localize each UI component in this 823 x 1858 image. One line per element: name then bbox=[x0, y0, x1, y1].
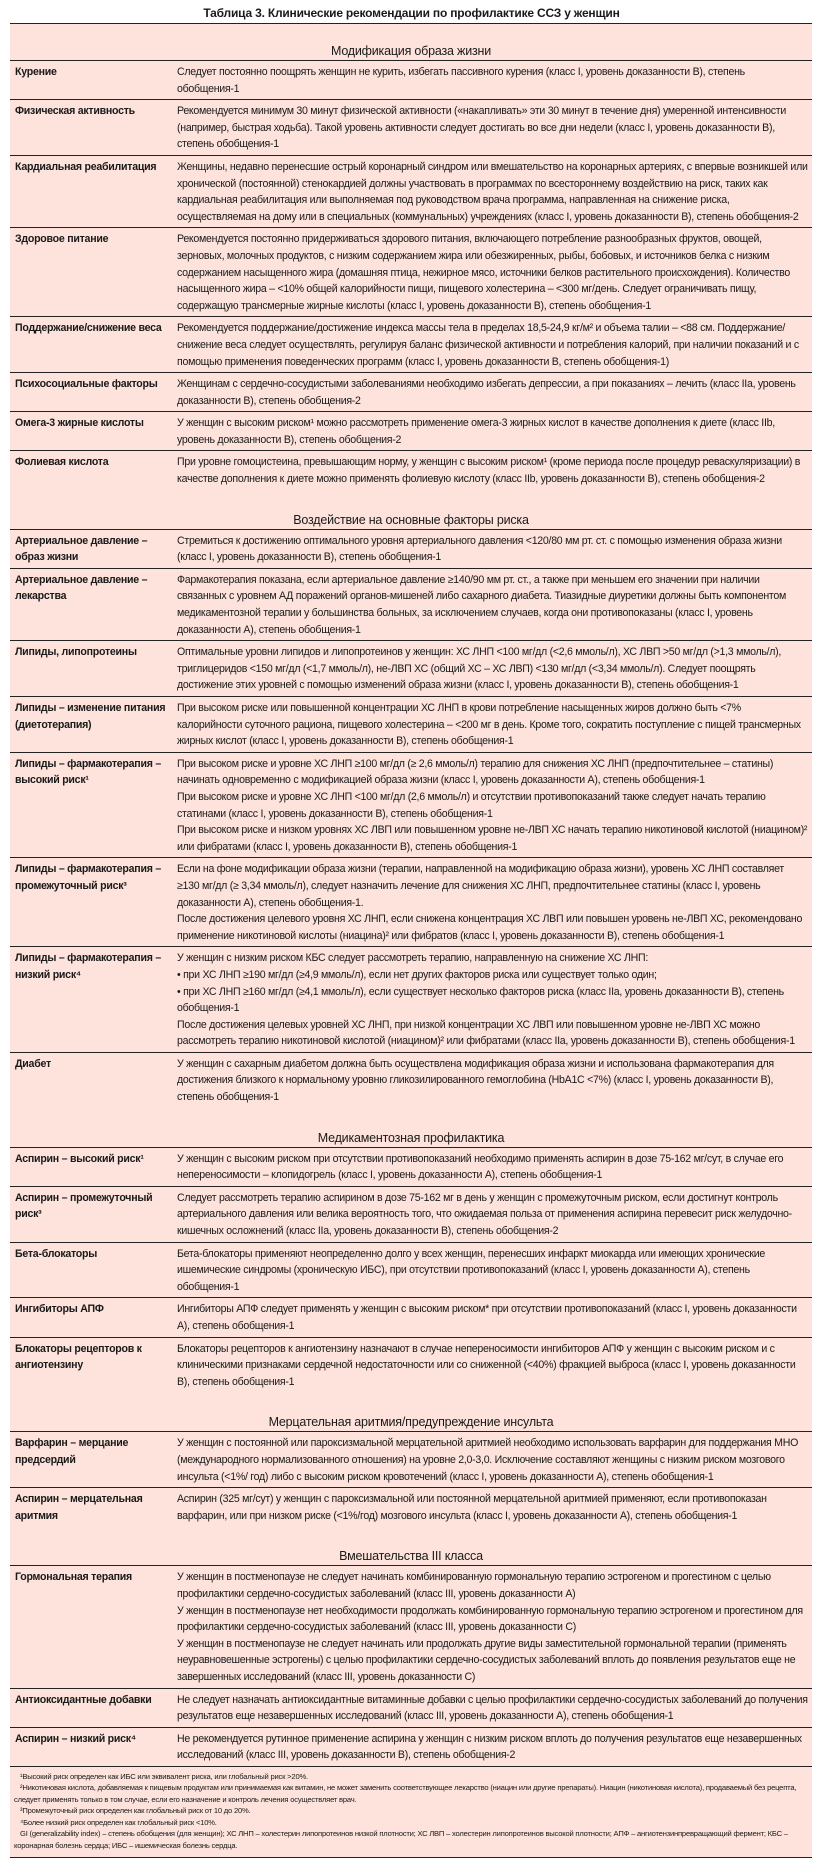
row-label: Липиды – фармакотерапия – низкий риск⁴ bbox=[15, 952, 161, 981]
table-row bbox=[10, 1148, 812, 1187]
recommendation-paragraph: У женщин с высоким риском¹ можно рассмотреть применение омега-3 жирных кислот в качестве дополнения к диете (класс IIb, уровень доказанности В), степень обобщения-2 bbox=[177, 417, 775, 446]
row-recommendation bbox=[177, 1341, 812, 1391]
row-recommendation bbox=[177, 320, 812, 370]
row-recommendation bbox=[177, 1435, 812, 1485]
table-row bbox=[10, 1689, 812, 1728]
row-recommendation bbox=[177, 950, 812, 1050]
recommendation-paragraph: Оптимальные уровни липидов и липопротеинов у женщин: ХС ЛНП <100 мг/дл (<2,6 ммоль/л), ХС ЛВП >50 мг/дл (>1,3 ммоль/л), триглицеридов <150 мг/дл (<1,7 ммоль/л), не-ЛВП ХС (общий ХС – ХС ЛВП) <130 мг/дл (<3,34 ммоль/л). Следует поощрять достижение этих уровней с помощью изменений образа жизни (класс I, уровень доказанности В), степень обобщения-1 bbox=[177, 646, 782, 692]
recommendation-paragraph: Рекомендуется поддержание/достижение индекса массы тела в пределах 18,5-24,9 кг/м² и объема талии – <88 см. Поддержание/снижение веса следует осуществлять, регулируя баланс физической активности и потребления калорий, при наличии показаний и с помощью применения поведенческих программ (класс I, уровень доказанности В, степень обобщения-1) bbox=[177, 322, 799, 368]
row-label: Физическая активность bbox=[15, 105, 135, 118]
row-label: Липиды – фармакотерапия – высокий риск¹ bbox=[15, 757, 161, 787]
recommendation-paragraph: После достижения целевого уровня ХС ЛНП, если снижена концентрация ХС ЛВП или повышен уровень не-ЛВП ХС, рекомендовано применение никотиновой кислоты (ниацина)² или фибратов (класс I, уровень доказанности В), степень обобщения-1 bbox=[177, 913, 803, 942]
row-recommendation bbox=[177, 756, 812, 856]
row-recommendation bbox=[177, 415, 812, 448]
recommendation-paragraph: Если на фоне модификации образа жизни (терапии, направленной на модификацию образа жизни), уровень ХС ЛНП составляет ≥130 мг/дл (≥ 3,34 ммоль/л), следует назначить лечение для снижения ХС ЛНП, предпочтительнее статины (класс I, уровень доказанности А), степень обобщения-1. bbox=[177, 863, 784, 909]
table-row bbox=[10, 641, 812, 697]
row-recommendation bbox=[177, 1301, 812, 1334]
recommendation-paragraph: У женщин в постменопаузе нет необходимости продолжать комбинированную гормональную терапию эстрогеном и прогестином для профилактики сердечно-сосудистых заболеваний (класс III, уровень доказанности С) bbox=[177, 1604, 803, 1634]
recommendation-paragraph: Бета-блокаторы применяют неопределенно долго у всех женщин, перенесших инфаркт миокарда или имеющих хронические ишемические синдромы (хроническую ИБС), при отсутствии противопоказаний (класс I, уровень доказанности А), степень обобщения-1 bbox=[177, 1247, 765, 1293]
row-label: Гормональная терапия bbox=[15, 1571, 132, 1584]
recommendation-paragraph: Следует рассмотреть терапию аспирином в дозе 75-162 мг в день у женщин с промежуточным риском, если достигнут контроль артериального давления или велика вероятность того, что ожидаемая польза от применения аспирина перевесит риск желудочно-кишечных осложнений (класс IIa, уровень доказанности В), степень обобщения-2 bbox=[177, 1191, 792, 1238]
table-row bbox=[10, 1053, 812, 1108]
recommendation-paragraph: • при ХС ЛНП ≥160 мг/дл (≥4,1 ммоль/л), если существует несколько факторов риска (класс IIa, уровень доказанности В), степень обобщения-1 bbox=[177, 985, 784, 1015]
row-label: Блокаторы рецепторов к ангиотензину bbox=[15, 1342, 142, 1372]
table-row bbox=[10, 1566, 812, 1688]
recommendation-paragraph: У женщин с сахарным диабетом должна быть осуществлена модификация образа жизни и использована фармакотерапия для достижения близкого к нормальному уровню гликозилированного гемоглобина (HbA1C <7%) (класс I, уровень доказанности В), степень обобщения-1 bbox=[177, 1057, 774, 1104]
recommendations-table bbox=[10, 23, 812, 1858]
row-label: Аспирин – высокий риск¹ bbox=[15, 1152, 144, 1165]
recommendation-paragraph: Рекомендуется постоянно придерживаться здорового питания, включающего потребление разнообразных фруктов, овощей, зерновых, молочных продуктов, с низким содержанием жира или обезжиренных, рыбы, бобовых, и источников белка с низким содержанием насыщенного жира (домашняя птица, нежирное мясо, источники белков растительного происхождения). Количество насыщенного жира – <10% общей калорийности пищи, пищевого холестерина – <300 мг/день. Следует ограничивать пищу, содержащую трансмерные жирные кислоты (класс I, уровень доказанности В), степень обобщения-1 bbox=[177, 233, 790, 312]
row-recommendation bbox=[177, 644, 812, 694]
section-heading-text: Модификация образа жизни bbox=[330, 44, 492, 58]
table-row bbox=[10, 100, 812, 156]
section-heading-text: Воздействие на основные факторы риска bbox=[293, 512, 529, 527]
recommendation-paragraph: При уровне гомоцистеина, превышающим норму, у женщин с высоким риском¹ (кроме периода после процедур реваскуляризации) в качестве дополнения к диете можно применять фолиевую кислоту (класс IIb, уровень доказанности В), степень обобщения-2 bbox=[177, 456, 801, 486]
table-row bbox=[10, 1298, 812, 1337]
section-heading-text: Медикаментозная профилактика bbox=[317, 1130, 505, 1145]
recommendation-paragraph: Блокаторы рецепторов к ангиотензину назначают в случае непереносимости ингибиторов АПФ у женщин с высоким риском и с клиническими признаками сердечной недостаточности или со сниженной (<40%) фракцией выброса (класс I, уровень доказанности В), степень обобщения-1 bbox=[177, 1342, 796, 1388]
footnote: ³Промежуточный риск определен как глобальный риск от 10 до 20%. bbox=[20, 1806, 251, 1816]
row-recommendation bbox=[177, 454, 812, 487]
section-heading-text: Мерцательная аритмия/предупреждение инсульта bbox=[268, 1415, 554, 1430]
section-heading bbox=[10, 1392, 812, 1432]
row-recommendation bbox=[177, 1151, 812, 1184]
row-label: Диабет bbox=[15, 1057, 51, 1070]
row-label: Варфарин – мерцание предсердий bbox=[15, 1437, 129, 1466]
table-title: Таблица 3. Клинические рекомендации по профилактике ССЗ у женщин bbox=[203, 6, 620, 20]
recommendation-paragraph: Рекомендуется минимум 30 минут физической активности («накапливать» эти 30 минут в течение дня) умеренной интенсивности (например, быстрая ходьба). Такой уровень активности следует достигать во все дни недели (класс I, уровень доказанности В), степень обобщения-1 bbox=[177, 105, 786, 151]
table-row bbox=[10, 1243, 812, 1299]
row-label: Курение bbox=[15, 66, 57, 78]
row-label: Антиоксидантные добавки bbox=[15, 1693, 152, 1706]
row-recommendation bbox=[177, 1056, 812, 1106]
recommendation-paragraph: Женщинам с сердечно-сосудистыми заболеваниями необходимо избегать депрессии, а при показаниях – лечить (класс IIa, уровень доказанности В), степень обобщения-2 bbox=[177, 378, 796, 407]
row-label: Фолиевая кислота bbox=[15, 456, 109, 469]
row-recommendation bbox=[177, 1569, 812, 1685]
section-heading bbox=[10, 1526, 812, 1566]
table-row bbox=[10, 1187, 812, 1243]
row-label: Поддержание/снижение веса bbox=[15, 322, 162, 335]
section-heading bbox=[10, 24, 812, 61]
row-label: Артериальное давление – образ жизни bbox=[15, 534, 148, 564]
footnote: ⁴Более низкий риск определен как глобальный риск <10%. bbox=[20, 1817, 217, 1827]
recommendation-paragraph: При высоком риске и уровне ХС ЛНП <100 мг/дл (2,6 ммоль/л) и отсутствии противопоказаний также следует начать терапию статинами (класс I, уровень доказанности В), степень обобщения-1 bbox=[177, 790, 766, 820]
row-recommendation bbox=[177, 376, 812, 409]
table-row bbox=[10, 1432, 812, 1488]
table-row bbox=[10, 373, 812, 412]
recommendation-paragraph: У женщин с постоянной или пароксизмальной мерцательной аритмией необходимо использовать варфарин для поддержания МНО (международного нормализованного отношения) на уровне 2,0-3,0. Исключение составляют женщины с низким риском мозгового инсульта (<1%/ год) либо с высоким риском кровотечений (класс I, уровень доказанности А), степень обобщения-1 bbox=[177, 1437, 799, 1483]
table-row bbox=[10, 858, 812, 947]
recommendation-paragraph: У женщин с низким риском КБС следует рассмотреть терапию, направленную на снижение ХС ЛНП: bbox=[177, 952, 648, 965]
row-label: Липиды – изменение питания (диетотерапия) bbox=[15, 702, 166, 731]
table-row bbox=[10, 753, 812, 859]
recommendation-paragraph: При высоком риске или повышенной концентрации ХС ЛНП в крови потребление насыщенных жиров должно быть <7% калорийности суточного рациона, пищевого холестерина – <200 мг в день. Кроме того, сократить поступление с пищей трансмерных жирных кислот (класс I, уровень доказанности В), степень обобщения-1 bbox=[177, 702, 801, 748]
row-label: Омега-3 жирные кислоты bbox=[15, 417, 144, 430]
footnotes bbox=[10, 1766, 812, 1858]
recommendation-paragraph: Не следует назначать антиоксидантные витаминные добавки с целью профилактики сердечно-сосудистых заболеваний до получения результатов еще незавершенных исследований (класс III, уровень доказанности А), степень обобщения-1 bbox=[177, 1693, 808, 1723]
row-recommendation bbox=[177, 159, 812, 225]
recommendation-paragraph: • при ХС ЛНП ≥190 мг/дл (≥4,9 ммоль/л), если нет других факторов риска или существует только один; bbox=[177, 968, 657, 981]
row-label: Ингибиторы АПФ bbox=[15, 1303, 104, 1316]
row-label: Липиды – фармакотерапия – промежуточный риск³ bbox=[15, 863, 161, 892]
recommendation-paragraph: Фармакотерапия показана, если артериальное давление ≥140/90 мм рт. ст., а также при меньшем его значении при наличии связанных с уровнем АД поражений органов-мишеней либо сахарного диабета. Тиазидные диуретики должны быть компонентом медикаментозной терапии у большинства больных, за исключением случаев, когда они противопоказаны (класс I, уровень доказанности А), степень обобщения-1 bbox=[177, 573, 786, 636]
footnote: GI (generalizability index) – степень обобщения (для женщин); ХС ЛНП – холестерин липопротеинов низкой плотности; ХС ЛВП – холестерин липопротеинов высокой плотности; АПФ – ангиотензинпревращающий фермент; КБС – коронарная болезнь сердца; ИБС – ишемическая болезнь сердца. bbox=[14, 1829, 788, 1850]
table-row bbox=[10, 1728, 812, 1766]
table-row bbox=[10, 1488, 812, 1526]
row-recommendation bbox=[177, 1190, 812, 1240]
recommendation-paragraph: Следует постоянно поощрять женщин не курить, избегать пассивного курения (класс I, уровень доказанности В), степень обобщения-1 bbox=[177, 66, 745, 95]
row-recommendation bbox=[177, 700, 812, 750]
row-label: Психосоциальные факторы bbox=[15, 378, 158, 391]
footnote: ²Никотиновая кислота, добавляемая к пищевым продуктам или принимаемая как витамин, не может заменить соответствующее лекарство (ниацин или другие препараты). Ниацин (никотиновая кислота), продаваемый без рецепта, следует применять только в том случае, если его назначение и контроль лечения осуществляет врач. bbox=[14, 1783, 797, 1804]
recommendation-paragraph: Ингибиторы АПФ следует применять у женщин с высоким риском* при отсутствии противопоказаний (класс I, уровень доказанности А), степень обобщения-1 bbox=[177, 1303, 797, 1332]
row-recommendation bbox=[177, 533, 812, 566]
recommendation-paragraph: При высоком риске и уровне ХС ЛНП ≥100 мг/дл (≥ 2,6 ммоль/л) терапию для снижения ХС ЛНП (предпочтительнее – статины) начинать одновременно с модификацией образа жизни (класс I, уровень доказанности А), степень обобщения-1 bbox=[177, 757, 774, 787]
table-row bbox=[10, 1338, 812, 1393]
footnote: ¹Высокий риск определен как ИБС или эквивалент риска, или глобальный риск >20%. bbox=[20, 1771, 308, 1781]
section-heading-text: Вмешательства III класса bbox=[339, 1549, 483, 1564]
section-heading bbox=[10, 490, 812, 530]
row-recommendation bbox=[177, 1246, 812, 1296]
row-label: Аспирин – мерцательная аритмия bbox=[15, 1493, 143, 1522]
row-recommendation bbox=[177, 64, 812, 97]
row-recommendation bbox=[177, 572, 812, 638]
recommendation-paragraph: У женщин в постменопаузе не следует начинать или продолжать другие виды заместительной гормональной терапии (применять неуравновешенные эстрогены) с целью профилактики сердечно-сосудистых заболеваний вплоть до появления результатов еще не завершенных исследований (класс III, уровень доказанности С) bbox=[177, 1637, 796, 1683]
table-row bbox=[10, 947, 812, 1053]
table-row bbox=[10, 451, 812, 489]
recommendation-paragraph: Женщины, недавно перенесшие острый коронарный синдром или вмешательство на коронарных артериях, с впервые возникшей или хронической (постоянной) стенокардией должны участвовать в программах по всестороннему воздействию на риск, таких как кардиальная реабилитация или выполняемая под руководством врача программа, направленная на снижение риска, осуществляемая на дому или в специальных (коммунальных) учреждениях (класс I, уровень доказанности В), степень обобщения-2 bbox=[177, 160, 808, 223]
row-label: Артериальное давление – лекарства bbox=[15, 573, 148, 603]
row-label: Кардиальная реабилитация bbox=[15, 160, 157, 173]
row-label: Аспирин – низкий риск⁴ bbox=[15, 1732, 136, 1745]
recommendation-paragraph: Аспирин (325 мг/сут) у женщин с пароксизмальной или постоянной мерцательной аритмией применяют, если противопоказан варфарин, или при низком риске (<1%/год) мозгового инсульта (класс I, уровень доказанности А), степень обобщения-1 bbox=[177, 1493, 767, 1522]
row-recommendation bbox=[177, 1491, 812, 1524]
row-label: Липиды, липопротеины bbox=[15, 646, 137, 659]
table-row bbox=[10, 61, 812, 100]
recommendation-paragraph: При высоком риске и низком уровнях ХС ЛВП или повышенном уровне не-ЛВП ХС начать терапию никотиновой кислотой (ниацином)² или фибратами (класс I, уровень доказанности В), степень обобщения-1 bbox=[177, 824, 808, 853]
row-label: Бета-блокаторы bbox=[15, 1247, 98, 1260]
recommendation-paragraph: Стремиться к достижению оптимального уровня артериального давления <120/80 мм рт. ст. с помощью изменения образа жизни (класс I, уровень доказанности В), степень обобщения-1 bbox=[177, 534, 782, 564]
row-recommendation bbox=[177, 103, 812, 153]
row-recommendation bbox=[177, 1692, 812, 1725]
row-recommendation bbox=[177, 231, 812, 314]
recommendation-paragraph: Не рекомендуется рутинное применение аспирина у женщин с низким риском вплоть до получения результатов еще незавершенных исследований (класс III, уровень доказанности В), степень обобщения-2 bbox=[177, 1732, 802, 1762]
table-row bbox=[10, 156, 812, 228]
section-heading bbox=[10, 1108, 812, 1148]
row-recommendation bbox=[177, 861, 812, 944]
table-row bbox=[10, 317, 812, 373]
table-row bbox=[10, 530, 812, 569]
row-label: Здоровое питание bbox=[15, 233, 109, 246]
recommendation-paragraph: У женщин в постменопаузе не следует начинать комбинированную гормональную терапию эстрогеном и прогестином с целью профилактики сердечно-сосудистых заболеваний (класс III, уровень доказанности А) bbox=[177, 1571, 771, 1600]
table-row bbox=[10, 569, 812, 641]
table-row bbox=[10, 228, 812, 317]
table-row bbox=[10, 697, 812, 753]
row-recommendation bbox=[177, 1731, 812, 1764]
recommendation-paragraph: После достижения целевых уровней ХС ЛНП, при низкой концентрации ХС ЛВП или повышенном уровне не-ЛВП ХС можно рассмотреть терапию никотиновой кислотой (ниацином)² или фибратами (класс IIa, уровень доказанности В), степень обобщения-1 bbox=[177, 1018, 795, 1048]
row-label: Аспирин – промежуточный риск³ bbox=[15, 1191, 153, 1221]
recommendation-paragraph: У женщин с высоким риском при отсутствии противопоказаний необходимо применять аспирин в дозе 75-162 мг/сут, в случае его непереносимости – клопидогрель (класс I, уровень доказанности А), степень обобщения-1 bbox=[177, 1152, 784, 1182]
table-row bbox=[10, 412, 812, 451]
